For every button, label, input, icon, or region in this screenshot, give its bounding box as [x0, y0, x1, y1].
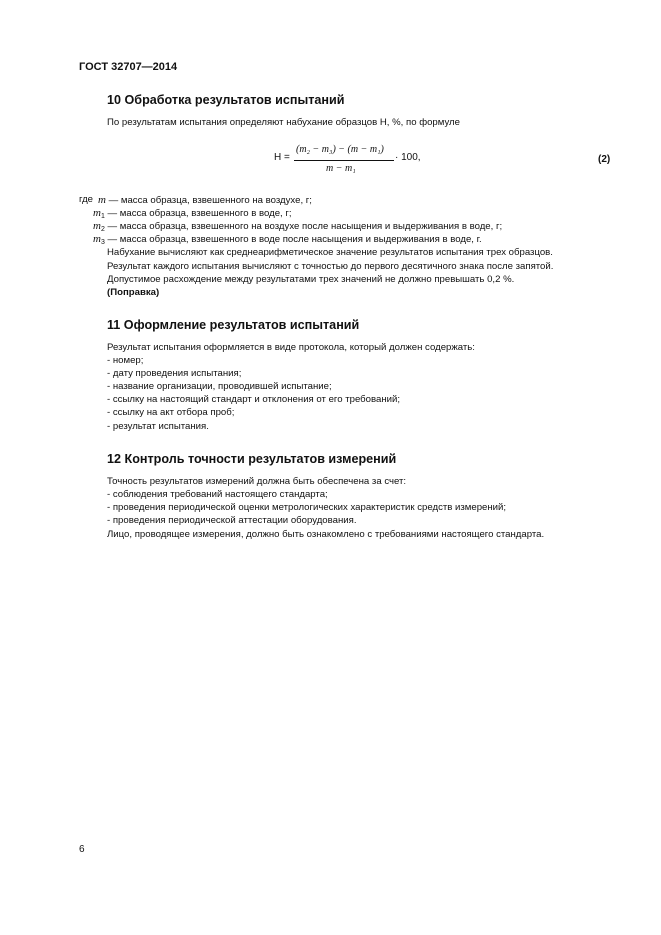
list-item: - ссылку на настоящий стандарт и отклонения от его требований;: [107, 394, 401, 405]
formula-fraction-bar: [294, 160, 394, 161]
list-item: - проведения периодической аттестации оборудования.: [107, 515, 357, 526]
page-number: 6: [79, 844, 85, 855]
list-item: - ссылку на акт отбора проб;: [107, 407, 235, 418]
section-10-intro: По результатам испытания определяют набухание образцов H, %, по формуле: [107, 117, 460, 128]
list-item: - соблюдения требований настоящего стандарта;: [107, 489, 328, 500]
list-item: - дату проведения испытания;: [107, 368, 242, 379]
section-10-title: 10 Обработка результатов испытаний: [107, 93, 345, 107]
formula-number: (2): [598, 154, 611, 165]
formula-swelling: [274, 144, 424, 178]
section-12-title: 12 Контроль точности результатов измерений: [107, 452, 397, 466]
document-header: ГОСТ 32707—2014: [79, 61, 178, 73]
paragraph-line: Результат испытания оформляется в виде протокола, который должен содержать:: [107, 342, 475, 353]
section-11-title: 11 Оформление результатов испытаний: [107, 318, 360, 332]
paragraph-line: Лицо, проводящее измерения, должно быть ознакомлено с требованиями настоящего стандарта.: [107, 529, 545, 540]
paragraph-line: Результат каждого испытания вычисляют с точностью до первого десятичного знака после запятой.: [107, 261, 554, 272]
paragraph-line: Точность результатов измерений должна быть обеспечена за счет:: [107, 476, 407, 487]
formula-denominator: m − m₁: [326, 163, 356, 174]
list-item: - название организации, проводившей испытание;: [107, 381, 332, 392]
definition-m3: $m_3$ — масса образца, взвешенного в воде после насыщения и выдерживания в воде, г.: [93, 233, 482, 246]
list-item: - номер;: [107, 355, 144, 366]
formula-numerator: (m₂ − m₃) − (m − m₁): [296, 144, 384, 155]
paragraph-line: Допустимое расхождение между результатами трех значений не должно превышать 0,2 %.: [107, 274, 515, 285]
where-prefix: где: [79, 194, 94, 205]
paragraph-line: Набухание вычисляют как среднеарифметическое значение результатов испытания трех образцов.: [107, 247, 553, 258]
definition-m2: $m_2$ — масса образца, взвешенного на воздухе после насыщения и выдерживания в воде, г;: [93, 220, 503, 233]
definition-m: m — масса образца, взвешенного на воздухе, г;: [98, 194, 312, 206]
definition-m1: $m_1$ — масса образца, взвешенного в воде, г;: [93, 207, 292, 220]
formula-lhs: H =: [274, 152, 290, 163]
amendment-note: (Поправка): [107, 287, 160, 298]
formula-multiplier: · 100,: [395, 152, 421, 163]
list-item: - результат испытания.: [107, 421, 209, 432]
list-item: - проведения периодической оценки метрологических характеристик средств измерений;: [107, 502, 507, 513]
